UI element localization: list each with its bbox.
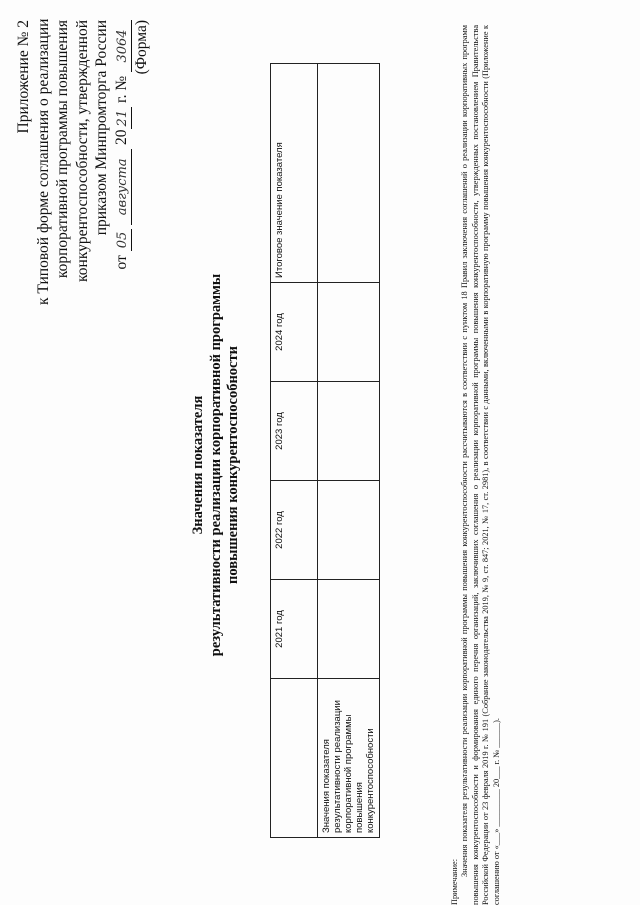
value-cell-2022 (318, 481, 380, 580)
header-cell-2021: 2021 год (271, 580, 318, 679)
header-cell-2024: 2024 год (271, 283, 318, 382)
table-header-row (271, 64, 318, 838)
note-text: Значения показателя результативности реализации корпоративной программы повышения конкурентоспособности рассчитываются в соответствии с пунктом 18 Правил заключения соглашений о реализации корпоративных программ повышения конкурентоспособности и формирования единого перечня организаций, заключивших соглашения о реализации корпоративной программы повышения конкурентоспособности, утвержденных постановлением Правительства Российской Федерации от 23 февраля 2019 г. № 191 (Собрание законодательства 2019, № 9, ст. 847; 2021, № 17, ст. 2981), в соответствии с данными, включенными в корпоративную программу повышения конкурентоспособности (Приложение к соглашению от «___» _________ 20___ г. № ______). (460, 25, 501, 905)
header-cell-2022: 2022 год (271, 481, 318, 580)
note-heading: Примечание: (450, 858, 459, 905)
value-cell-total (318, 64, 380, 283)
value-cell-2023 (318, 382, 380, 481)
header-cell-total: Итоговое значение показателя (271, 64, 318, 283)
appendix-ref-line-1: к Типовой форме соглашения о реализации (34, 18, 52, 305)
order-number: 3064 (115, 20, 132, 72)
value-cell-2024 (318, 283, 380, 382)
note-section (450, 25, 502, 905)
title-line-3: повышения конкурентоспособности (225, 346, 241, 584)
order-month: августа (115, 149, 132, 225)
form-label: (Форма) (132, 20, 150, 75)
table-row (318, 64, 380, 838)
order-date-line (112, 20, 132, 305)
appendix-number: Приложение № 2 (15, 20, 32, 134)
value-cell-2021 (318, 580, 380, 679)
order-year-word: г. № (112, 75, 130, 104)
title-line-1: Значения показателя (190, 395, 206, 535)
order-day: 05 (115, 229, 132, 252)
appendix-header (14, 20, 151, 305)
header-cell-2023: 2023 год (271, 382, 318, 481)
appendix-ref-line-2: корпоративной программы повышения (54, 20, 71, 279)
appendix-ref-line-3: конкурентоспособности, утвержденной (73, 20, 91, 282)
indicator-table (270, 63, 380, 838)
document-title (190, 215, 243, 715)
title-line-2: результативности реализации корпоративной программы (207, 273, 224, 657)
row-label-cell: Значения показателя результативности реализации корпоративной программы повышения конкурентоспособности (318, 679, 380, 838)
order-year-prefix: 20 (112, 129, 130, 145)
appendix-ref-line-4: приказом Минпромторга России (93, 20, 110, 236)
header-cell-label (271, 679, 318, 838)
order-year-suffix: 21 (115, 107, 132, 130)
order-prefix: от (112, 255, 130, 270)
